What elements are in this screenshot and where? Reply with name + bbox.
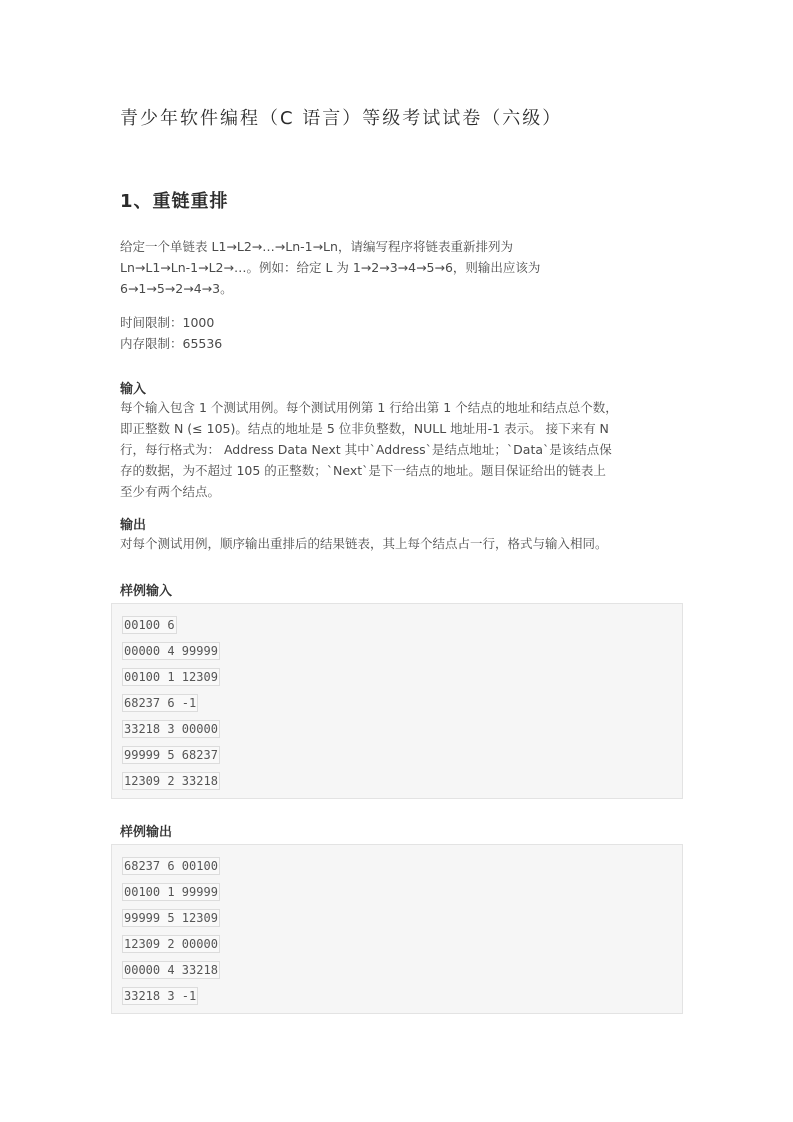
input-description bbox=[120, 397, 680, 502]
input-line: 每个输入包含 1 个测试用例。每个测试用例第 1 行给出第 1 个结点的地址和结点总个数， bbox=[120, 400, 618, 415]
description-line: 6→1→5→2→4→3。 bbox=[120, 281, 233, 296]
problem-heading: 1、重链重排 bbox=[120, 191, 229, 212]
output-heading: 输出 bbox=[120, 518, 147, 533]
sample-input-line: 68237 6 -1 bbox=[124, 696, 197, 710]
memory-limit: 内存限制：65536 bbox=[120, 336, 223, 351]
sample-output-line: 00100 1 99999 bbox=[124, 885, 218, 899]
description-line: Ln→L1→Ln-1→L2→…。例如：给定 L 为 1→2→3→4→5→6，则输出应该为 bbox=[120, 260, 541, 275]
input-heading: 输入 bbox=[120, 382, 147, 397]
sample-output-line: 33218 3 -1 bbox=[124, 989, 197, 1003]
input-line: 存的数据，为不超过 105 的正整数；`Next`是下一结点的地址。题目保证给出的链表上 bbox=[120, 463, 606, 478]
output-line: 对每个测试用例，顺序输出重排后的结果链表，其上每个结点占一行，格式与输入相同。 bbox=[120, 536, 608, 551]
input-line: 至少有两个结点。 bbox=[120, 484, 221, 499]
sample-output-line: 00000 4 33218 bbox=[124, 963, 218, 977]
document-title: 青少年软件编程（C 语言）等级考试试卷（六级） bbox=[120, 108, 563, 129]
time-limit: 时间限制：1000 bbox=[120, 315, 215, 330]
output-description bbox=[120, 533, 680, 554]
sample-output-block bbox=[111, 844, 683, 1014]
sample-input-line: 00100 1 12309 bbox=[124, 670, 218, 684]
sample-input-line: 00100 6 bbox=[124, 618, 175, 632]
sample-output-heading: 样例输出 bbox=[120, 825, 173, 840]
description-line: 给定一个单链表 L1→L2→…→Ln-1→Ln，请编写程序将链表重新排列为 bbox=[120, 239, 513, 254]
sample-input-line: 99999 5 68237 bbox=[124, 748, 218, 762]
problem-description bbox=[120, 236, 680, 299]
sample-input-line: 33218 3 00000 bbox=[124, 722, 218, 736]
sample-output-line: 68237 6 00100 bbox=[124, 859, 218, 873]
sample-input-line: 00000 4 99999 bbox=[124, 644, 218, 658]
input-line: 即正整数 N (≤ 105)。结点的地址是 5 位非负整数，NULL 地址用-1 表示。 接下来有 N bbox=[120, 421, 609, 436]
sample-output-line: 99999 5 12309 bbox=[124, 911, 218, 925]
sample-input-line: 12309 2 33218 bbox=[124, 774, 218, 788]
limits bbox=[120, 312, 680, 354]
sample-input-block bbox=[111, 603, 683, 799]
sample-input-heading: 样例输入 bbox=[120, 584, 173, 599]
sample-output-line: 12309 2 00000 bbox=[124, 937, 218, 951]
input-line: 行，每行格式为： Address Data Next 其中`Address`是结点地址；`Data`是该结点保 bbox=[120, 442, 612, 457]
